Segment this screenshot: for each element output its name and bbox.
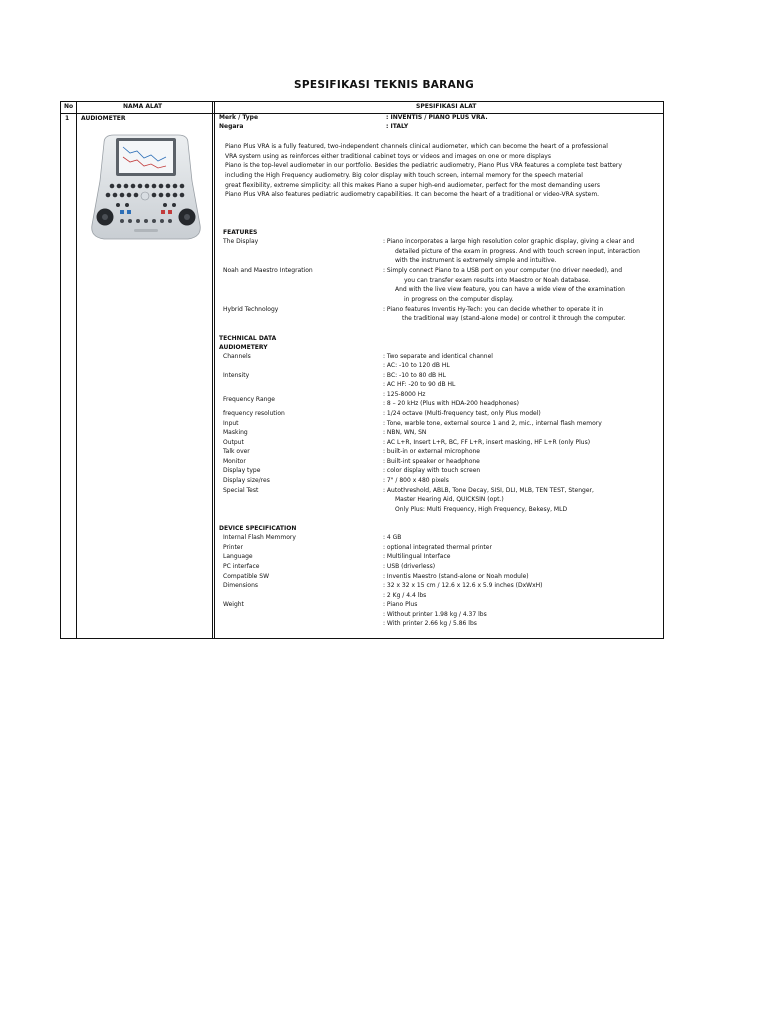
tech-label: Monitor bbox=[223, 458, 246, 465]
device-value: : Piano Plus bbox=[383, 601, 418, 608]
feature-text: : Simply connect Piano to a USB port on your computer (no driver needed), and bbox=[383, 267, 623, 274]
feature-text: : Piano incorporates a large high resolution color graphic display, giving a clear and bbox=[383, 238, 635, 245]
device-value: : With printer 2.66 kg / 5.86 lbs bbox=[383, 620, 477, 627]
tech-label: Intensity bbox=[223, 372, 250, 379]
device-spec-heading: DEVICE SPECIFICATION bbox=[219, 525, 297, 532]
negara-label: Negara bbox=[219, 123, 244, 130]
audiometery-heading: AUDIOMETERY bbox=[219, 344, 268, 351]
tech-value: : Tone, warble tone, external source 1 and 2, mic., internal flash memory bbox=[383, 420, 602, 427]
merk-value: : INVENTIS / PIANO PLUS VRA. bbox=[386, 114, 488, 121]
feature-text: in progress on the computer display. bbox=[404, 296, 514, 303]
device-value: : 2 Kg / 4.4 lbs bbox=[383, 592, 427, 599]
description-line: VRA system using as reinforces either traditional cabinet toys or videos and images on one or more displays bbox=[225, 153, 551, 160]
feature-text: And with the live view feature, you can have a wide view of the examination bbox=[395, 286, 625, 293]
tech-label: frequency resolution bbox=[223, 410, 285, 417]
feature-text: : Piano features Inventis Hy-Tech: you can decide whether to operate it in bbox=[383, 306, 604, 313]
device-label: Weight bbox=[223, 601, 244, 608]
tech-value: : AC: -10 to 120 dB HL bbox=[383, 362, 450, 369]
features-heading: FEATURES bbox=[223, 229, 258, 236]
tech-value: : built-in or external microphone bbox=[383, 448, 481, 455]
tech-value: Only Plus: Multi Frequency, High Frequency, Bekesy, MLD bbox=[395, 506, 568, 513]
tech-value: : BC: -10 to 80 dB HL bbox=[383, 372, 446, 379]
tech-label: Output bbox=[223, 439, 244, 446]
device-label: Language bbox=[223, 553, 253, 560]
negara-value: : ITALY bbox=[386, 123, 409, 130]
feature-text: detailed picture of the exam in progress. And with touch screen input, interaction bbox=[395, 248, 640, 255]
device-value: : 4 GB bbox=[383, 534, 402, 541]
column-divider bbox=[212, 102, 213, 638]
description-line: including the High Frequency audiometry. Big color display with touch screen, internal memory for the speech material bbox=[225, 172, 583, 179]
feature-label: Noah and Maestro Integration bbox=[223, 267, 313, 274]
tech-value: : color display with touch screen bbox=[383, 467, 481, 474]
row-number: 1 bbox=[65, 115, 70, 122]
tech-label: Frequency Range bbox=[223, 396, 275, 403]
feature-text: you can transfer exam results into Maestro or Noah database. bbox=[404, 277, 591, 284]
column-divider bbox=[214, 102, 215, 638]
description-line: Piano Plus VRA also features pediatric audiometry capabilities. It can become the heart of a traditional or video-VRA system. bbox=[225, 191, 600, 198]
device-label: Dimensions bbox=[223, 582, 259, 589]
tech-label: Display size/res bbox=[223, 477, 270, 484]
tech-label: Input bbox=[223, 420, 239, 427]
item-name: AUDIOMETER bbox=[81, 115, 126, 122]
tech-value: : NBN, WN, SN bbox=[383, 429, 427, 436]
description-line: Piano is the top-level audiometer in our portfolio. Besides the pediatric audiometry, Piano Plus VRA features a complete test battery bbox=[225, 162, 622, 169]
feature-label: The Display bbox=[223, 238, 259, 245]
device-label: Internal Flash Memmory bbox=[223, 534, 296, 541]
tech-value: : Autothreshold, ABLB, Tone Decay, SISI, DLI, MLB, TEN TEST, Stenger, bbox=[383, 487, 594, 494]
device-label: PC interface bbox=[223, 563, 260, 570]
device-label: Compatible SW bbox=[223, 573, 270, 580]
tech-label: Display type bbox=[223, 467, 261, 474]
tech-label: Talk over bbox=[223, 448, 250, 455]
feature-text: with the instrument is extremely simple and intuitive. bbox=[395, 257, 557, 264]
device-value: : optional integrated thermal printer bbox=[383, 544, 492, 551]
tech-value: : AC HF: -20 to 90 dB HL bbox=[383, 381, 456, 388]
tech-value: : Built-int speaker or headphone bbox=[383, 458, 480, 465]
tech-value: : 7" / 800 x 480 pixels bbox=[383, 477, 449, 484]
header-nama-alat: NAMA ALAT bbox=[123, 103, 163, 110]
device-value: : Multilingual Interface bbox=[383, 553, 451, 560]
merk-label: Merk / Type bbox=[219, 114, 259, 121]
page-title: SPESIFIKASI TEKNIS BARANG bbox=[294, 79, 474, 91]
device-value: : 32 x 32 x 15 cm / 12.6 x 12.6 x 5.9 inches (DxWxH) bbox=[383, 582, 543, 589]
audiometer-photo bbox=[90, 133, 202, 243]
device-value: : Inventis Maestro (stand-alone or Noah module) bbox=[383, 573, 529, 580]
tech-value: : 8 – 20 kHz (Plus with HDA-200 headphones) bbox=[383, 400, 519, 407]
device-value: : USB (driverless) bbox=[383, 563, 436, 570]
tech-value: : AC L+R, Insert L+R, BC, FF L+R, insert masking, HF L+R (only Plus) bbox=[383, 439, 591, 446]
description-line: great flexibility, extreme simplicity: all this makes Piano a super high-end audiometer, perfect for the most demanding users bbox=[225, 182, 600, 189]
tech-label: Special Test bbox=[223, 487, 259, 494]
technical-data-heading: TECHNICAL DATA bbox=[219, 335, 277, 342]
tech-value: : 125-8000 Hz bbox=[383, 391, 426, 398]
tech-value: : Two separate and identical channel bbox=[383, 353, 493, 360]
tech-label: Masking bbox=[223, 429, 248, 436]
header-divider bbox=[61, 113, 663, 114]
feature-text: the traditional way (stand-alone mode) or control it through the computer. bbox=[402, 315, 626, 322]
device-label: Printer bbox=[223, 544, 243, 551]
tech-label: Channels bbox=[223, 353, 251, 360]
column-divider bbox=[76, 102, 77, 638]
feature-label: Hybrid Technology bbox=[223, 306, 279, 313]
device-value: : Without printer 1.98 kg / 4.37 lbs bbox=[383, 611, 487, 618]
header-no: No bbox=[64, 103, 74, 110]
tech-value: : 1/24 octave (Multi-frequency test, only Plus model) bbox=[383, 410, 541, 417]
tech-value: Master Hearing Aid, QUICKSIN (opt.) bbox=[395, 496, 504, 503]
header-spesifikasi-alat: SPESIFIKASI ALAT bbox=[416, 103, 477, 110]
description-line: Piano Plus VRA is a fully featured, two-independent channels clinical audiometer, which can become the heart of a professional bbox=[225, 143, 608, 150]
